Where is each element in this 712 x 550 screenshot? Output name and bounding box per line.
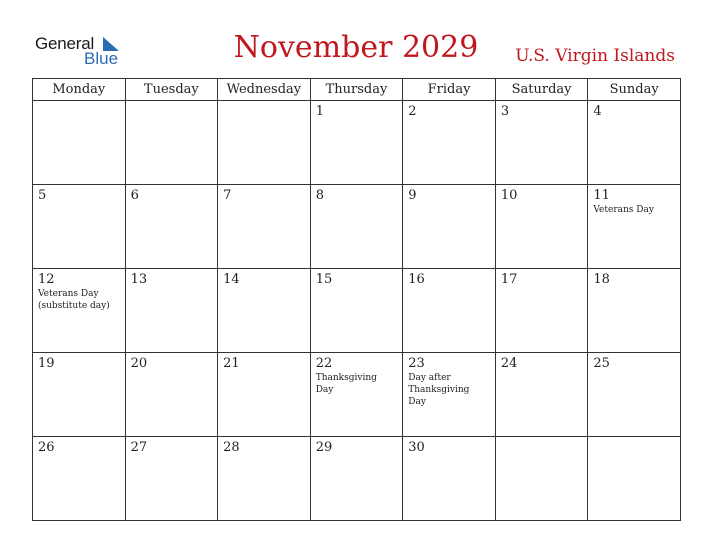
day-number: 21 (223, 356, 240, 371)
day-cell (310, 185, 403, 269)
weekday-header-row (33, 79, 681, 101)
day-cell (310, 101, 403, 185)
day-number: 14 (223, 272, 240, 287)
day-number: 2 (408, 104, 417, 119)
day-number: 13 (130, 272, 148, 287)
holiday-label: Veterans Day (substitute day) (38, 289, 110, 311)
week-row (33, 269, 681, 353)
day-cell (33, 437, 126, 521)
day-cell (33, 101, 126, 185)
day-number: 17 (500, 272, 518, 287)
day-cell (403, 185, 496, 269)
day-number: 16 (408, 272, 425, 287)
day-cell (588, 185, 681, 269)
day-number: 7 (223, 188, 232, 203)
day-cell (33, 353, 126, 437)
day-cell (495, 101, 588, 185)
day-cell (125, 185, 218, 269)
weekday-sunday: Sunday (588, 79, 681, 101)
day-cell (33, 185, 126, 269)
day-cell (125, 437, 218, 521)
day-cell (588, 437, 681, 521)
day-cell (403, 101, 496, 185)
day-cell (403, 353, 496, 437)
day-cell (403, 437, 496, 521)
calendar-grid (32, 78, 681, 521)
day-number: 27 (130, 440, 148, 455)
day-number: 29 (315, 440, 333, 455)
day-number: 15 (315, 272, 333, 287)
week-row (33, 353, 681, 437)
day-cell (588, 269, 681, 353)
day-cell (218, 353, 311, 437)
holiday-label: Thanksgiving Day (315, 373, 377, 395)
day-cell (495, 353, 588, 437)
day-number: 6 (130, 188, 139, 203)
day-number: 12 (38, 272, 55, 287)
day-number: 10 (500, 188, 518, 203)
day-cell (495, 185, 588, 269)
day-cell (588, 101, 681, 185)
day-cell (218, 437, 311, 521)
day-cell (588, 353, 681, 437)
weekday-thursday: Thursday (310, 79, 403, 101)
day-number: 25 (593, 356, 610, 371)
weekday-saturday: Saturday (495, 79, 588, 101)
day-number: 3 (500, 104, 510, 119)
day-cell (218, 269, 311, 353)
holiday-label: Veterans Day (593, 205, 654, 215)
day-number: 5 (38, 188, 47, 203)
day-cell (495, 269, 588, 353)
day-cell (310, 269, 403, 353)
day-number: 8 (315, 188, 324, 203)
day-number: 28 (223, 440, 240, 455)
day-number: 4 (593, 104, 602, 119)
holiday-label: Day after Thanksgiving Day (408, 373, 470, 407)
weekday-tuesday: Tuesday (125, 79, 218, 101)
logo-text-general: General (35, 34, 95, 53)
day-cell (125, 101, 218, 185)
day-cell (125, 269, 218, 353)
weekday-wednesday: Wednesday (218, 79, 311, 101)
day-cell (495, 437, 588, 521)
day-cell (218, 185, 311, 269)
day-number: 26 (38, 440, 55, 455)
day-number: 30 (408, 440, 425, 455)
week-row (33, 437, 681, 521)
day-cell (403, 269, 496, 353)
day-number: 19 (38, 356, 55, 371)
day-number: 20 (130, 356, 148, 371)
day-number: 23 (408, 356, 425, 371)
day-number: 1 (315, 104, 324, 119)
day-number: 22 (315, 356, 333, 371)
weekday-monday: Monday (33, 79, 126, 101)
day-cell (125, 353, 218, 437)
day-cell (310, 353, 403, 437)
region-label: U.S. Virgin Islands (515, 46, 675, 66)
day-number: 18 (593, 272, 610, 287)
day-number: 9 (408, 188, 417, 203)
logo-text-blue: Blue (84, 49, 119, 68)
page-title: November 2029 (233, 30, 479, 65)
day-cell (218, 101, 311, 185)
week-row (33, 185, 681, 269)
day-cell (310, 437, 403, 521)
day-number: 24 (500, 356, 518, 371)
day-cell (33, 269, 126, 353)
week-row (33, 101, 681, 185)
day-number: 11 (593, 188, 610, 203)
weekday-friday: Friday (403, 79, 496, 101)
